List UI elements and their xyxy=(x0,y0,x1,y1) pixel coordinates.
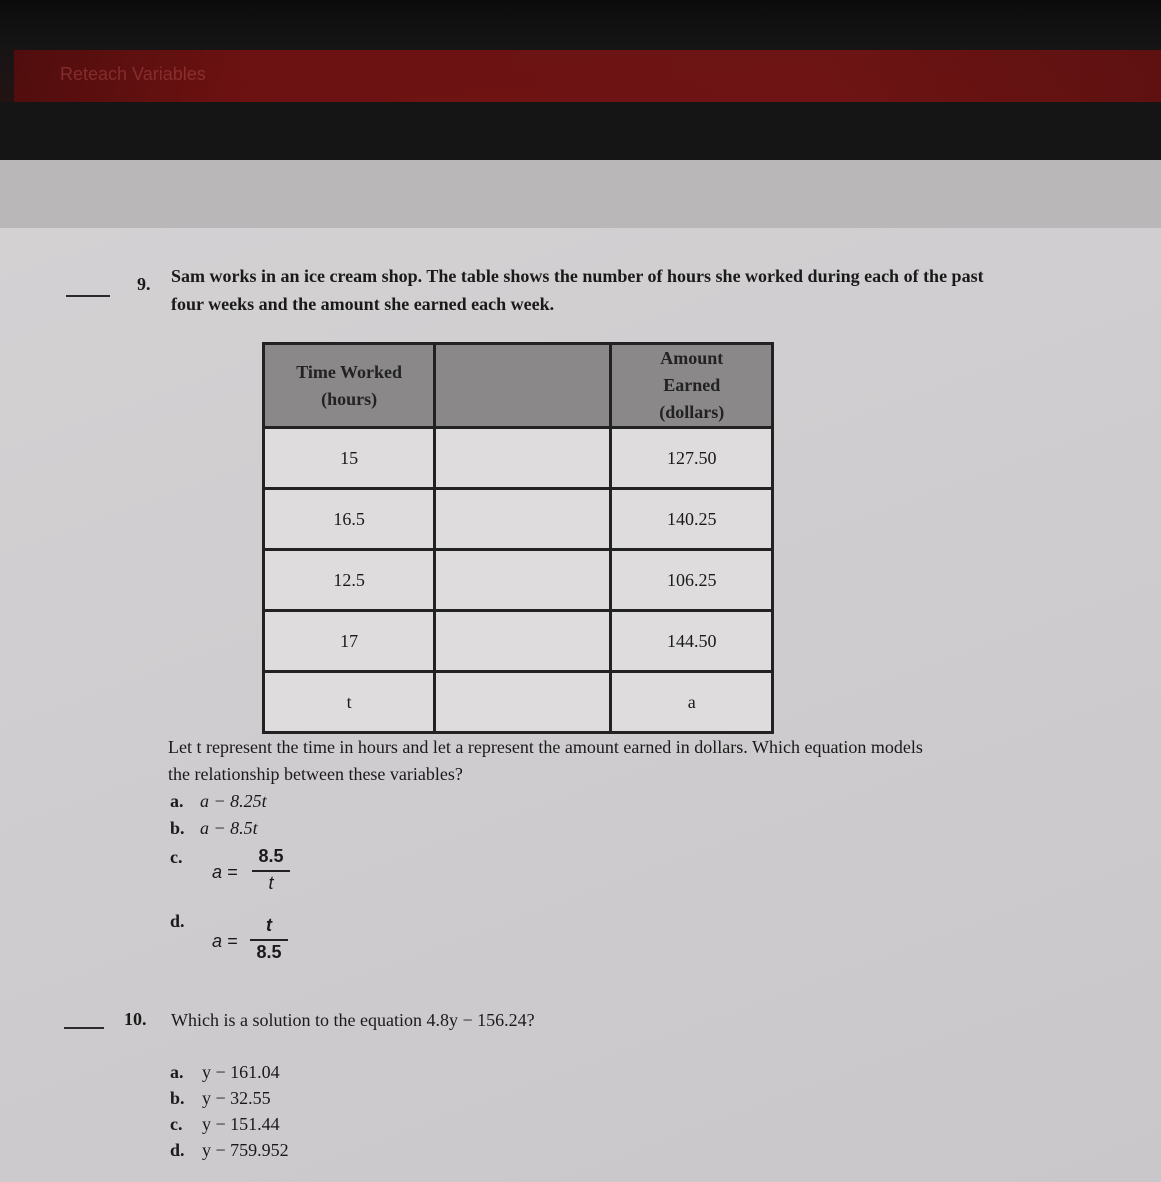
cell-amount: 144.50 xyxy=(611,611,773,672)
option-letter: d. xyxy=(170,1140,185,1160)
table-header-row xyxy=(264,344,773,428)
cell-amount: 127.50 xyxy=(611,428,773,489)
option-expression: a − 8.5t xyxy=(200,818,258,838)
question-10-text: Which is a solution to the equation 4.8y − 156.24? xyxy=(171,1010,535,1030)
fraction-denominator: 8.5 xyxy=(256,942,282,962)
header-faint-text: Reteach Variables xyxy=(60,64,206,84)
cell-time: 15 xyxy=(264,428,435,489)
option-9d[interactable] xyxy=(170,911,200,932)
page-top-margin xyxy=(0,160,1161,230)
header-amount-line3: (dollars) xyxy=(659,402,725,422)
table-row xyxy=(264,611,773,672)
cell-amount: 140.25 xyxy=(611,489,773,550)
toolbar-band xyxy=(0,102,1161,162)
header-blank xyxy=(435,344,611,428)
option-9b[interactable] xyxy=(170,818,258,839)
question-9-prompt-line2: the relationship between these variables? xyxy=(168,764,463,784)
cell-amount: 106.25 xyxy=(611,550,773,611)
option-letter: b. xyxy=(170,818,185,838)
header-time-line2: (hours) xyxy=(321,388,378,409)
option-expression: a − 8.25t xyxy=(200,791,267,811)
fraction-numerator: 8.5 xyxy=(258,846,284,866)
table-row xyxy=(264,428,773,489)
option-10b[interactable] xyxy=(170,1088,271,1109)
cell-time: t xyxy=(264,672,435,733)
option-letter: b. xyxy=(170,1088,185,1108)
header-time-line1: Time Worked xyxy=(296,361,403,382)
option-letter: c. xyxy=(170,1114,183,1134)
table-row xyxy=(264,489,773,550)
cell-blank xyxy=(435,489,611,550)
option-letter: d. xyxy=(170,911,185,931)
cell-blank xyxy=(435,550,611,611)
cell-time: 16.5 xyxy=(264,489,435,550)
option-expression: y − 151.44 xyxy=(202,1114,280,1134)
header-amount-line2: Earned xyxy=(663,375,721,395)
option-9c[interactable] xyxy=(170,847,200,868)
option-9a[interactable] xyxy=(170,791,267,812)
question-number-9: 9. xyxy=(137,274,151,294)
table-row xyxy=(264,550,773,611)
question-9-prompt xyxy=(168,734,1128,788)
header-amount-earned xyxy=(611,344,773,428)
option-expression: y − 759.952 xyxy=(202,1140,289,1160)
hours-earnings-table xyxy=(262,342,774,734)
cell-amount: a xyxy=(611,672,773,733)
cell-blank xyxy=(435,428,611,489)
table-row xyxy=(264,672,773,733)
option-letter: c. xyxy=(170,847,183,867)
cell-time: 12.5 xyxy=(264,550,435,611)
cell-blank xyxy=(435,611,611,672)
question-number-10: 10. xyxy=(124,1009,147,1029)
option-10a[interactable] xyxy=(170,1062,280,1083)
option-10d[interactable] xyxy=(170,1140,289,1161)
fraction-bar xyxy=(250,939,288,941)
answer-blank-q10[interactable] xyxy=(64,1027,104,1029)
header-amount-line1: Amount xyxy=(660,348,724,368)
cell-blank xyxy=(435,672,611,733)
fraction-bar xyxy=(252,870,290,872)
question-9-text xyxy=(171,262,1131,318)
question-9-line1: Sam works in an ice cream shop. The table shows the number of hours she worked during each of the past xyxy=(171,266,984,286)
option-10c[interactable] xyxy=(170,1114,280,1135)
option-letter: a. xyxy=(170,1062,184,1082)
answer-blank-q9[interactable] xyxy=(66,295,110,297)
option-expression: y − 32.55 xyxy=(202,1088,271,1108)
question-9-line2: four weeks and the amount she earned each week. xyxy=(171,294,555,314)
fraction-9c xyxy=(212,846,292,896)
question-9-prompt-line1: Let t represent the time in hours and let a represent the amount earned in dollars. Which equation models xyxy=(168,737,923,757)
fraction-denominator: t xyxy=(268,873,274,893)
option-letter: a. xyxy=(170,791,184,811)
fraction-numerator: t xyxy=(266,915,272,935)
fraction-lhs: a = xyxy=(212,862,238,882)
option-expression: y − 161.04 xyxy=(202,1062,280,1082)
cell-time: 17 xyxy=(264,611,435,672)
header-time-worked xyxy=(264,344,435,428)
fraction-lhs: a = xyxy=(212,931,238,951)
fraction-9d xyxy=(212,915,292,965)
